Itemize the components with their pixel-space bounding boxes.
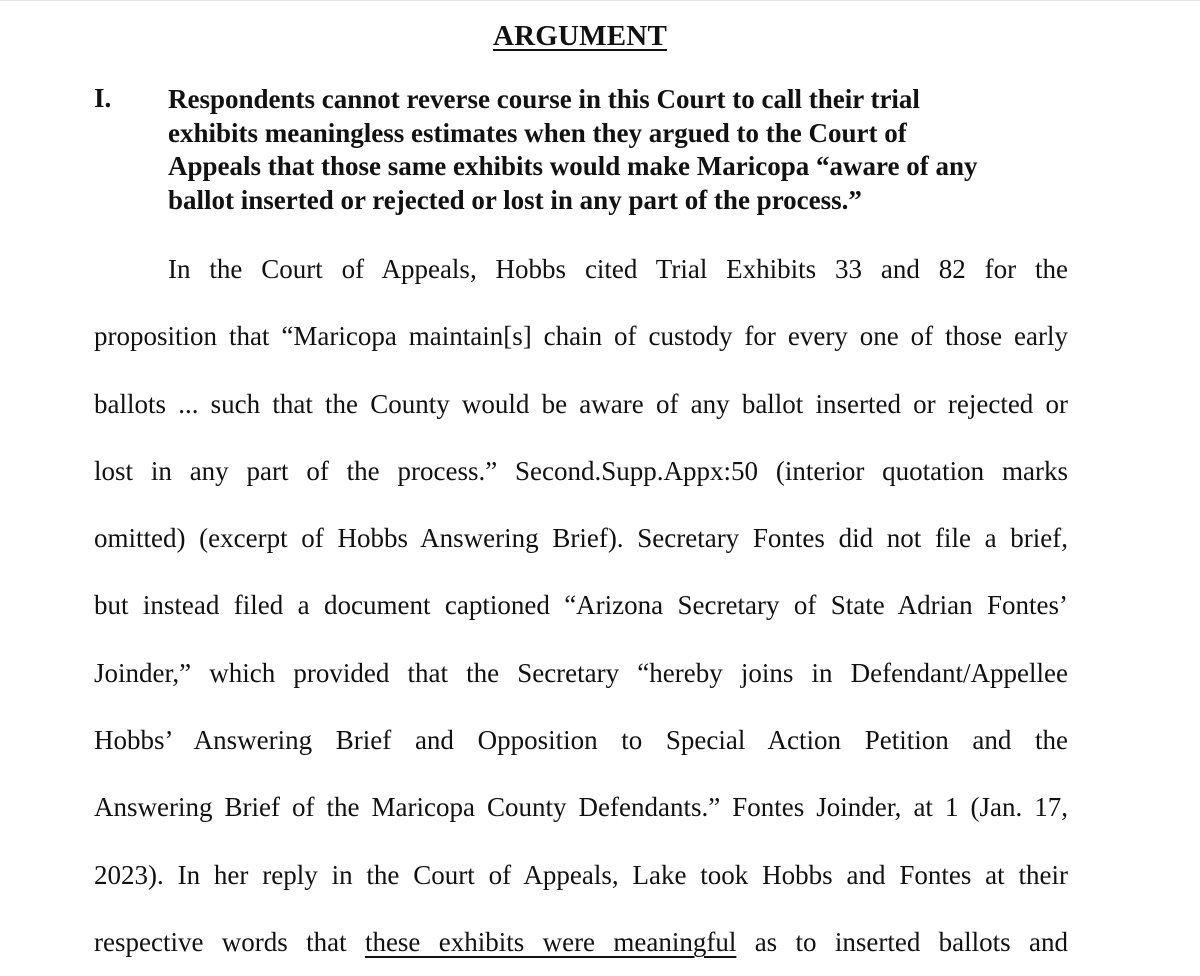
paragraph-line: In the Court of Appeals, Hobbs cited Trial Exhibits 33 and 82 for the [168, 254, 1068, 284]
paragraph-line: ballots ... such that the County would be aware of any ballot inserted or rejected or [94, 388, 1068, 419]
paragraph-line: but instead filed a document captioned “Arizona Secretary of State Adrian Fontes’ [94, 590, 1068, 621]
paragraph-line: 2023). In her reply in the Court of Appeals, Lake took Hobbs and Fontes at their [94, 859, 1068, 890]
paragraph-line: Answering Brief of the Maricopa County Defendants.” Fontes Joinder, at 1 (Jan. 17, [94, 792, 1068, 823]
line-text-after: as to inserted ballots and [736, 926, 1068, 957]
paragraph-line: Joinder,” which provided that the Secretary “hereby joins in Defendant/Appellee [94, 657, 1068, 688]
body-paragraph [94, 236, 1068, 976]
paragraph-line: Hobbs’ Answering Brief and Opposition to Special Action Petition and the [94, 725, 1068, 756]
point-heading-line: exhibits meaningless estimates when they argued to the Court of [168, 117, 907, 148]
paragraph-line: omitted) (excerpt of Hobbs Answering Brief). Secretary Fontes did not file a brief, [94, 523, 1068, 554]
underlined-phrase: these exhibits were meaningful [364, 926, 737, 957]
point-heading-line: Appeals that those same exhibits would make Maricopa “aware of any [168, 151, 978, 182]
point-number: I. [94, 83, 112, 113]
line-text-before: respective words that [94, 926, 365, 957]
paragraph-line: lost in any part of the process.” Second.Supp.Appx:50 (interior quotation marks [94, 455, 1068, 486]
point-heading-line: ballot inserted or rejected or lost in any part of the process.” [168, 184, 862, 215]
paragraph-line: proposition that “Maricopa maintain[s] chain of custody for every one of those early [94, 321, 1068, 352]
point-heading-line: Respondents cannot reverse course in this Court to call their trial [168, 84, 920, 114]
section-heading: ARGUMENT [493, 20, 667, 52]
point-heading [168, 83, 1068, 217]
top-border [0, 0, 1200, 1]
paragraph-line-last [94, 909, 1068, 976]
